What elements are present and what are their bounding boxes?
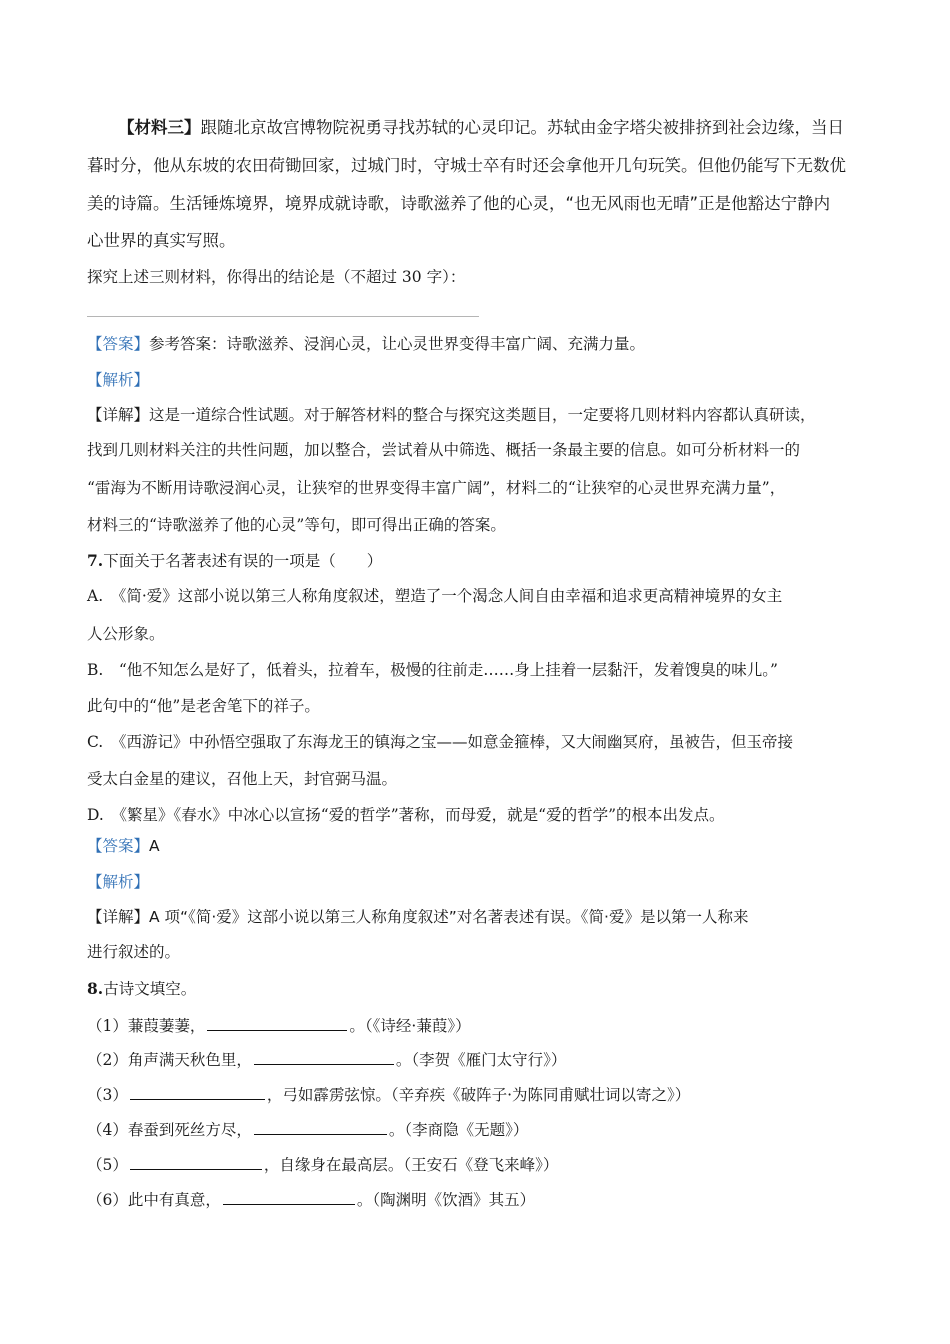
answer-tag: 【答案】: [87, 837, 150, 855]
q8-item-3: （3） ，弓如霹雳弦惊。（辛弃疾《破阵子·为陈同甫赋壮词以寄之》）: [87, 1083, 690, 1106]
fill-blank[interactable]: [130, 1153, 262, 1170]
q7-detail-line1: 【详解】A 项“《简·爱》这部小说以第三人称角度叙述”对名著表述有误。《简·爱》是以第一人称来: [87, 908, 749, 926]
q8-item-2: （2）角声满天秋色里， 。（李贺《雁门太守行》）: [87, 1048, 566, 1071]
q6-answer: [87, 333, 645, 355]
answer-tag: 【答案】: [87, 335, 150, 353]
q7-answer: [87, 835, 160, 857]
q7-option-b-line2: 此句中的“他”是老舍笔下的祥子。: [87, 697, 320, 715]
fill-blank[interactable]: [130, 1083, 265, 1100]
fill-blank[interactable]: [207, 1014, 347, 1031]
q7-option-c-line2: 受太白金星的建议，召他上天，封官弼马温。: [87, 770, 398, 788]
q8-number: 8.: [87, 979, 104, 998]
q6-prompt: 探究上述三则材料，你得出的结论是（不超过 30 字）：: [87, 268, 466, 286]
answer-underline: [87, 316, 479, 317]
q7-option-a-line1: A. 《简·爱》这部小说以第三人称角度叙述，塑造了一个渴念人间自由幸福和追求更高精神境界的女主: [87, 587, 783, 605]
answer-text: 参考答案：诗歌滋养、浸润心灵，让心灵世界变得丰富广阔、充满力量。: [149, 335, 646, 353]
q6-detail-line4: 材料三的“诗歌滋养了他的心灵”等句，即可得出正确的答案。: [87, 516, 506, 534]
q6-detail-line3: “雷海为不断用诗歌浸润心灵，让狭窄的世界变得丰富广阔”，材料二的“让狭窄的心灵世界充满力量”，: [87, 479, 786, 497]
q8-item-4: （4）春蚕到死丝方尽， 。（李商隐《无题》）: [87, 1118, 528, 1141]
q7-stem: 7.下面关于名著表述有误的一项是（ ）: [87, 551, 383, 570]
q7-option-c-line1: C. 《西游记》中孙悟空强取了东海龙王的镇海之宝——如意金箍棒，又大闹幽冥府，虽被告，但玉帝接: [87, 733, 793, 751]
material3-line1: 【材料三】跟随北京故宫博物院祝勇寻找苏轼的心灵印记。苏轼由金字塔尖被排挤到社会边缘，当日: [118, 118, 844, 137]
detail-tag: 【详解】: [87, 406, 150, 424]
material3-line3: 美的诗篇。生活锤炼境界，境界成就诗歌，诗歌滋养了他的心灵，“也无风雨也无晴”正是他豁达宁静内: [87, 194, 831, 213]
fill-blank[interactable]: [254, 1048, 394, 1065]
q7-detail-line2: 进行叙述的。: [87, 943, 181, 961]
q8-item-6: （6）此中有真意， 。（陶渊明《饮酒》其五）: [87, 1188, 535, 1211]
detail-tag: 【详解】: [87, 908, 150, 926]
fill-blank[interactable]: [223, 1188, 355, 1205]
q7-option-a-line2: 人公形象。: [87, 625, 165, 643]
answer-text: A: [149, 837, 160, 855]
q8-stem: 8.古诗文填空。: [87, 979, 197, 998]
q6-analysis-tag: 【解析】: [87, 371, 150, 389]
q7-option-b-line1: B. “他不知怎么是好了，低着头，拉着车，极慢的往前走……身上挂着一层黏汗，发着馊臭的味儿。”: [87, 661, 778, 679]
q7-option-d: D. 《繁星》《春水》中冰心以宣扬“爱的哲学”著称，而母爱，就是“爱的哲学”的根本出发点。: [87, 806, 725, 824]
q6-detail-line1: 【详解】这是一道综合性试题。对于解答材料的整合与探究这类题目，一定要将几则材料内容都认真研读，: [87, 406, 816, 424]
q6-detail-line2: 找到几则材料关注的共性问题，加以整合，尝试着从中筛选、概括一条最主要的信息。如可分析材料一的: [87, 441, 801, 459]
fill-blank[interactable]: [254, 1118, 387, 1135]
material3-label: 【材料三】: [118, 118, 201, 137]
q8-item-1: （1）蒹葭萋萋， 。（《诗经·蒹葭》）: [87, 1014, 471, 1037]
q8-item-5: （5） ，自缘身在最高层。（王安石《登飞来峰》）: [87, 1153, 558, 1176]
material3-line4: 心世界的真实写照。: [87, 231, 236, 250]
q7-analysis-tag: 【解析】: [87, 873, 150, 891]
q7-number: 7.: [87, 551, 104, 570]
material3-line2: 暮时分，他从东坡的农田荷锄回家，过城门时，守城士卒有时还会拿他开几句玩笑。但他仍能写下无数优: [87, 156, 846, 175]
